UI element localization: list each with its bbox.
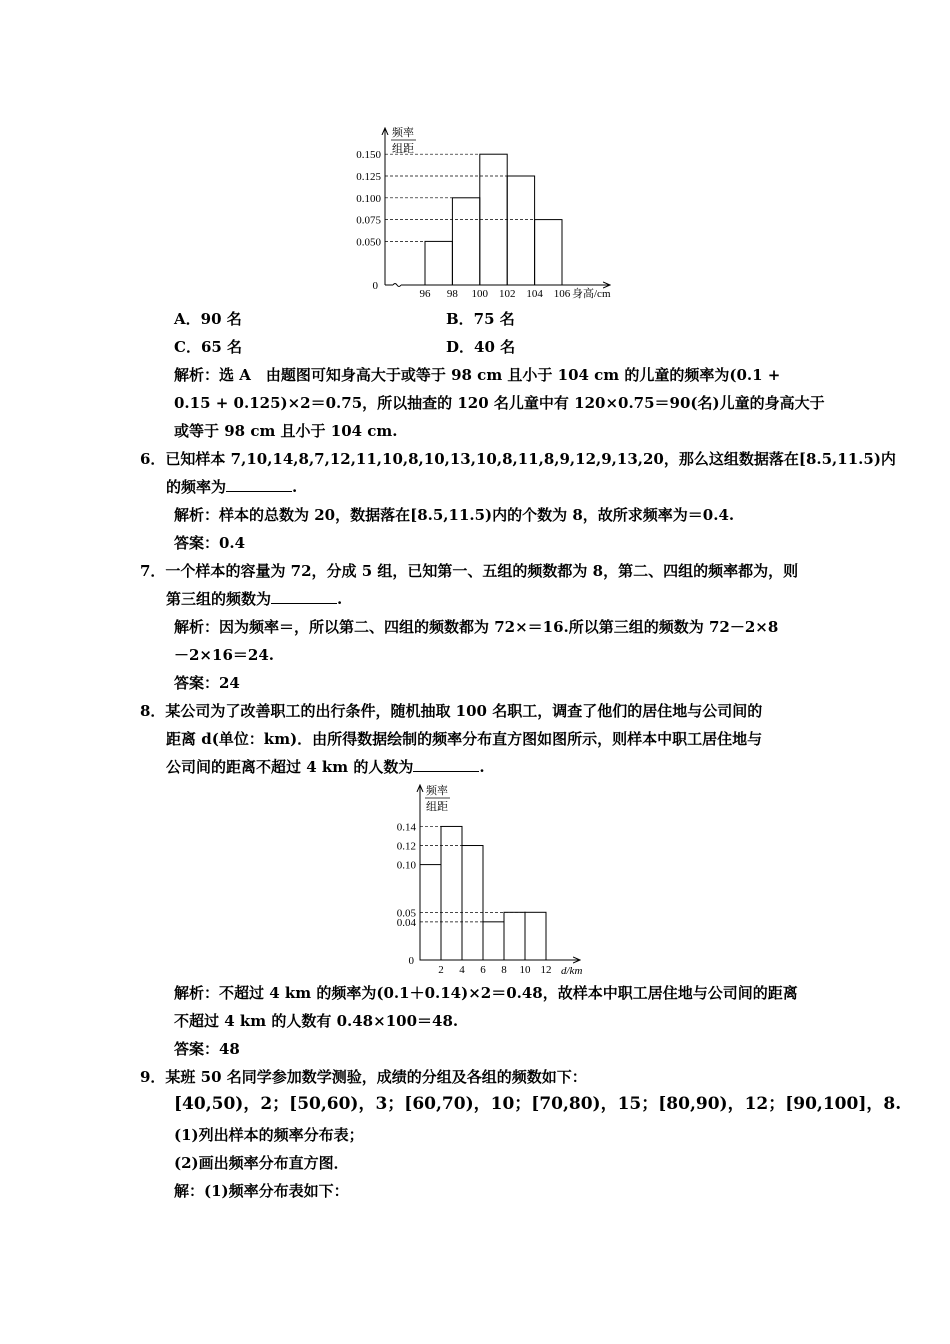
q5-analysis-line3: 或等于 98 cm 且小于 104 cm. [174, 422, 398, 440]
y-tick-label: 0.10 [396, 859, 416, 872]
histogram-bar [504, 912, 525, 960]
histogram-bar [452, 198, 479, 285]
x-axis-label: 身高/cm [572, 288, 611, 300]
q8-stem-line2: 距离 d(单位：km)．由所得数据绘制的频率分布直方图如图所示，则样本中职工居住地与 [166, 730, 763, 748]
y-tick-label: 0.125 [356, 171, 381, 183]
q8-analysis-line2: 不超过 4 km 的人数有 0.48×100＝48. [174, 1012, 459, 1030]
histogram-bar [535, 220, 562, 285]
option-a: A．90 名 [174, 310, 242, 328]
q7-analysis-line2: －2×16＝24. [174, 646, 274, 664]
y-tick-label: 0.14 [396, 821, 416, 834]
distance-histogram [380, 780, 610, 980]
q9-part1: (1)列出样本的频率分布表； [174, 1126, 364, 1144]
q6-stem-line2 [166, 477, 297, 497]
x-tick-label: 98 [446, 288, 458, 300]
histogram-bar [425, 241, 452, 285]
q5-analysis-line1: 解析：选 A 由题图可知身高大于或等于 98 cm 且小于 104 cm 的儿童的频率为(0.1 + [174, 366, 781, 384]
y-label-numerator: 频率 [392, 127, 414, 139]
q5-analysis-line2: 0.15 + 0.125)×2＝0.75，所以抽查的 120 名儿童中有 120×0.75＝90(名)儿童的身高大于 [174, 394, 825, 412]
x-tick-label: 102 [498, 288, 516, 300]
histogram-bar [441, 826, 462, 960]
x-tick-label: 106 [553, 288, 571, 300]
q9-stem: 9．某班 50 名同学参加数学测验，成绩的分组及各组的频数如下： [140, 1068, 587, 1086]
height-histogram [340, 120, 640, 305]
q6-answer: 答案：0.4 [174, 534, 246, 552]
histogram-bar [462, 846, 483, 960]
q7-stem-end: . [337, 590, 343, 608]
x-tick-label: 4 [459, 964, 465, 976]
histogram-plot-area [397, 783, 583, 977]
q8-stem-end: . [479, 758, 485, 776]
histogram-bar [483, 922, 504, 960]
x-axis-label: d/km [561, 965, 583, 977]
histogram-bar [507, 176, 534, 285]
x-tick-label: 8 [501, 964, 507, 976]
q6-stem-end: . [292, 478, 298, 496]
y-tick-label: 0.075 [356, 214, 381, 227]
y-label-numerator: 频率 [426, 785, 448, 797]
answer-blank [271, 589, 337, 604]
q9-part2: (2)画出频率分布直方图． [174, 1154, 349, 1172]
y-tick-label: 0.04 [396, 916, 416, 929]
x-tick-label: 10 [519, 964, 531, 976]
q9-data-line: [40,50)，2；[50,60)，3；[60,70)，10；[70,80)，15；[80,90)，12；[90,100]，8. [174, 1094, 902, 1114]
origin-label: 0 [408, 955, 414, 967]
x-tick-label: 96 [419, 288, 431, 300]
option-c: C．65 名 [174, 338, 243, 356]
q7-stem-line2 [166, 589, 342, 609]
q6-analysis: 解析：样本的总数为 20，数据落在[8.5,11.5)内的个数为 8，故所求频率为＝0.4. [174, 506, 735, 524]
x-tick-label: 12 [540, 964, 552, 976]
q8-stem-line1: 8．某公司为了改善职工的出行条件，随机抽取 100 名职工，调查了他们的居住地与公司间的 [140, 702, 763, 720]
q8-stem-line3 [166, 757, 485, 777]
q6-stem-line1: 6．已知样本 7,10,14,8,7,12,11,10,8,10,13,10,8,11,8,9,12,9,13,20，那么这组数据落在[8.5,11.5)内 [140, 450, 896, 468]
answer-blank [226, 477, 292, 492]
q7-answer: 答案：24 [174, 674, 240, 692]
y-label-denominator: 组距 [392, 143, 414, 155]
option-b: B．75 名 [446, 310, 515, 328]
q6-stem-text: 的频率为 [166, 478, 227, 496]
y-tick-label: 0.12 [396, 840, 416, 853]
x-tick-label: 104 [526, 288, 543, 300]
q8-stem-text: 公司间的距离不超过 4 km 的人数为 [166, 758, 414, 776]
y-tick-label: 0.150 [356, 149, 381, 162]
answer-blank [413, 757, 479, 772]
y-label-denominator: 组距 [426, 801, 448, 813]
q7-analysis-line1: 解析：因为频率＝，所以第二、四组的频数都为 72×＝16.所以第三组的频数为 72－2×8 [174, 618, 779, 636]
x-tick-label: 2 [438, 964, 444, 976]
q9-solution: 解：(1)频率分布表如下： [174, 1182, 349, 1200]
y-tick-label: 0.050 [356, 236, 381, 249]
y-tick-label: 0.100 [356, 192, 381, 205]
y-tick-label: 0.05 [396, 907, 416, 920]
x-tick-label: 6 [480, 964, 486, 976]
q7-stem-line1: 7．一个样本的容量为 72，分成 5 组，已知第一、五组的频数都为 8，第二、四组的频率都为，则 [140, 562, 799, 580]
histogram-bar [525, 912, 546, 960]
q8-analysis-line1: 解析：不超过 4 km 的频率为(0.1＋0.14)×2＝0.48，故样本中职工居住地与公司间的距离 [174, 984, 798, 1002]
histogram-bar [480, 154, 507, 285]
q7-stem-text: 第三组的频数为 [166, 590, 272, 608]
histogram-plot-area [356, 125, 611, 300]
q8-answer: 答案：48 [174, 1040, 240, 1058]
x-tick-label: 100 [471, 288, 489, 300]
axis-break-mark [393, 284, 401, 287]
origin-label: 0 [372, 280, 378, 292]
option-d: D．40 名 [446, 338, 516, 356]
